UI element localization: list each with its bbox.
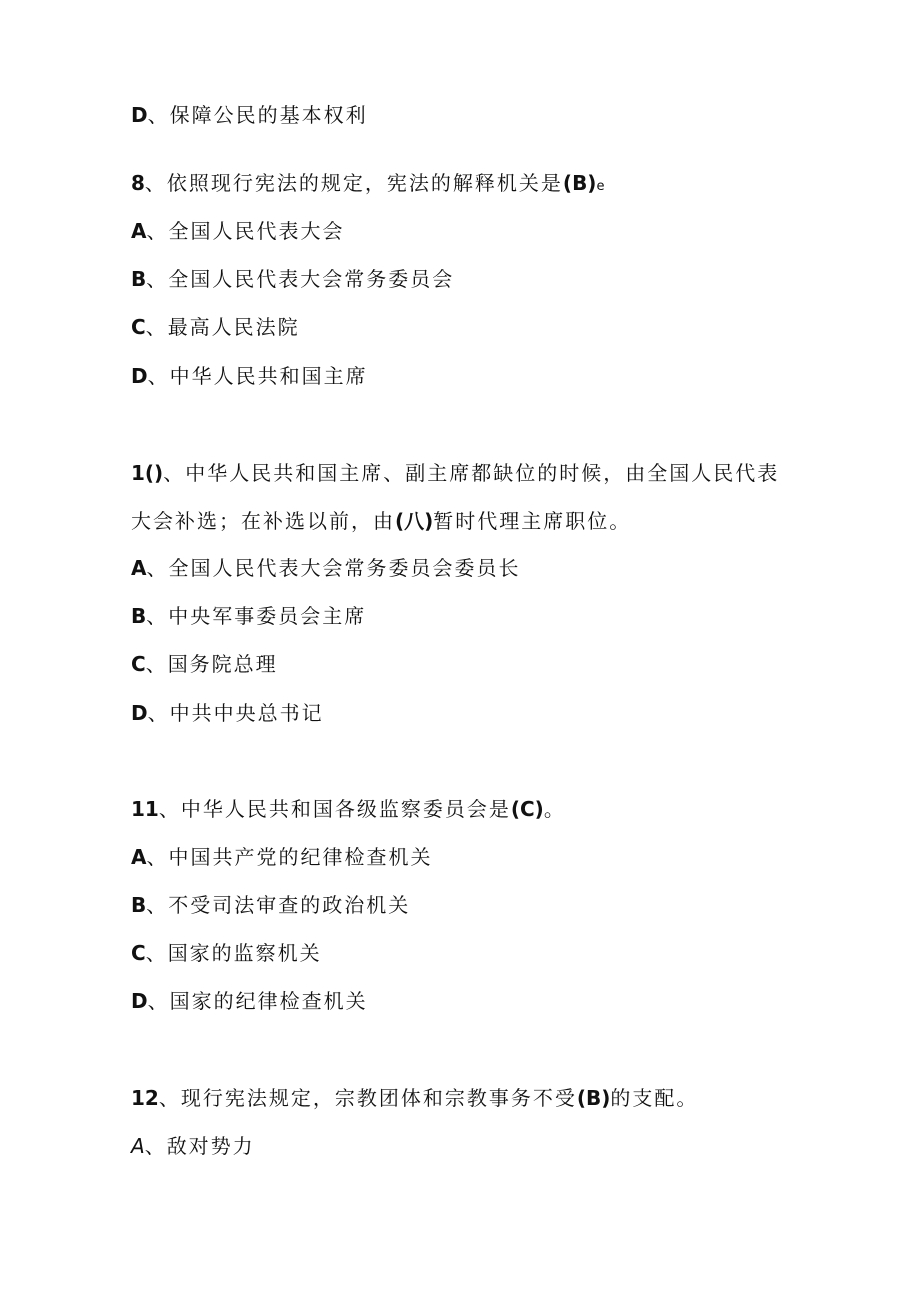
separator: 、 bbox=[146, 219, 169, 243]
option-b-q10 bbox=[131, 601, 851, 631]
separator: 、 bbox=[146, 893, 169, 917]
separator: 、 bbox=[145, 652, 168, 676]
separator: 、 bbox=[147, 701, 170, 725]
separator: 、 bbox=[158, 797, 181, 821]
separator: 、 bbox=[158, 1086, 181, 1110]
question-text: 中华人民共和国各级监察委员会是 bbox=[180, 797, 511, 821]
question-number: 11 bbox=[131, 797, 159, 821]
option-c-q8 bbox=[131, 312, 851, 342]
option-d-q8 bbox=[131, 361, 851, 391]
question-text: 中华人民共和国主席、副主席都缺位的时候，由全国人民代表大会补选；在补选以前，由 bbox=[131, 461, 780, 533]
question-text: 依照现行宪法的规定，宪法的解释机关是 bbox=[166, 171, 563, 195]
separator: 、 bbox=[145, 315, 168, 339]
option-letter: D bbox=[131, 701, 148, 725]
option-text: 全国人民代表大会常务委员会 bbox=[168, 267, 455, 291]
option-a-q11 bbox=[131, 842, 851, 872]
separator: 、 bbox=[144, 1134, 167, 1158]
question-8 bbox=[131, 168, 851, 202]
option-letter: C bbox=[131, 652, 146, 676]
question-text: 现行宪法规定，宗教团体和宗教事务不受 bbox=[180, 1086, 577, 1110]
option-text: 全国人民代表大会常务委员会委员长 bbox=[168, 556, 521, 580]
question-number: 1() bbox=[131, 461, 164, 485]
option-letter: B bbox=[131, 893, 147, 917]
option-text: 中国共产党的纪律检查机关 bbox=[168, 845, 433, 869]
option-letter: C bbox=[131, 941, 146, 965]
question-number: 12 bbox=[131, 1086, 159, 1110]
question-11 bbox=[131, 794, 851, 824]
option-letter: D bbox=[131, 103, 148, 127]
question-text-tail: 暂时代理主席职位。 bbox=[433, 509, 632, 533]
option-b-q8 bbox=[131, 264, 851, 294]
option-c-q11 bbox=[131, 938, 851, 968]
question-10 bbox=[131, 449, 791, 545]
option-a-q10 bbox=[131, 553, 851, 583]
option-text: 中央军事委员会主席 bbox=[168, 604, 367, 628]
separator: 、 bbox=[146, 556, 169, 580]
question-number: 8 bbox=[131, 171, 145, 195]
answer-mark: (B) bbox=[562, 171, 597, 195]
option-text: 最高人民法院 bbox=[167, 315, 300, 339]
answer-mark: (八) bbox=[395, 509, 434, 533]
option-text: 国家的监察机关 bbox=[167, 941, 322, 965]
option-text: 全国人民代表大会 bbox=[168, 219, 345, 243]
option-a-q12 bbox=[131, 1131, 851, 1161]
option-text: 国务院总理 bbox=[167, 652, 278, 676]
option-b-q11 bbox=[131, 890, 851, 920]
option-letter: A bbox=[131, 1134, 145, 1158]
option-c-q10 bbox=[131, 649, 851, 679]
option-letter: B bbox=[131, 267, 147, 291]
option-letter: D bbox=[131, 364, 148, 388]
separator: 、 bbox=[163, 461, 186, 485]
separator: 、 bbox=[147, 989, 170, 1013]
separator: 、 bbox=[147, 103, 170, 127]
option-d-q10 bbox=[131, 698, 851, 728]
option-text: 中华人民共和国主席 bbox=[169, 364, 368, 388]
separator: 、 bbox=[144, 171, 167, 195]
option-text: 不受司法审查的政治机关 bbox=[168, 893, 411, 917]
question-text-tail: 。 bbox=[543, 797, 566, 821]
option-a-q8 bbox=[131, 216, 851, 246]
separator: 、 bbox=[146, 604, 169, 628]
option-text: 敌对势力 bbox=[166, 1134, 255, 1158]
option-letter: C bbox=[131, 315, 146, 339]
option-letter: B bbox=[131, 604, 147, 628]
separator: 、 bbox=[145, 941, 168, 965]
option-text: 国家的纪律检查机关 bbox=[169, 989, 368, 1013]
option-letter: A bbox=[131, 556, 147, 580]
option-letter: A bbox=[131, 219, 147, 243]
answer-mark: (B) bbox=[576, 1086, 611, 1110]
question-12 bbox=[131, 1083, 851, 1113]
separator: 、 bbox=[146, 267, 169, 291]
separator: 、 bbox=[146, 845, 169, 869]
question-text-tail: 的支配。 bbox=[610, 1086, 699, 1110]
separator: 、 bbox=[147, 364, 170, 388]
question-text-tail: e bbox=[596, 179, 607, 194]
option-d-q11 bbox=[131, 986, 851, 1016]
option-text: 中共中央总书记 bbox=[169, 701, 324, 725]
option-letter: D bbox=[131, 989, 148, 1013]
option-text: 保障公民的基本权利 bbox=[169, 103, 368, 127]
answer-mark: (C) bbox=[510, 797, 544, 821]
option-letter: A bbox=[131, 845, 147, 869]
option-d-q7 bbox=[131, 100, 851, 130]
